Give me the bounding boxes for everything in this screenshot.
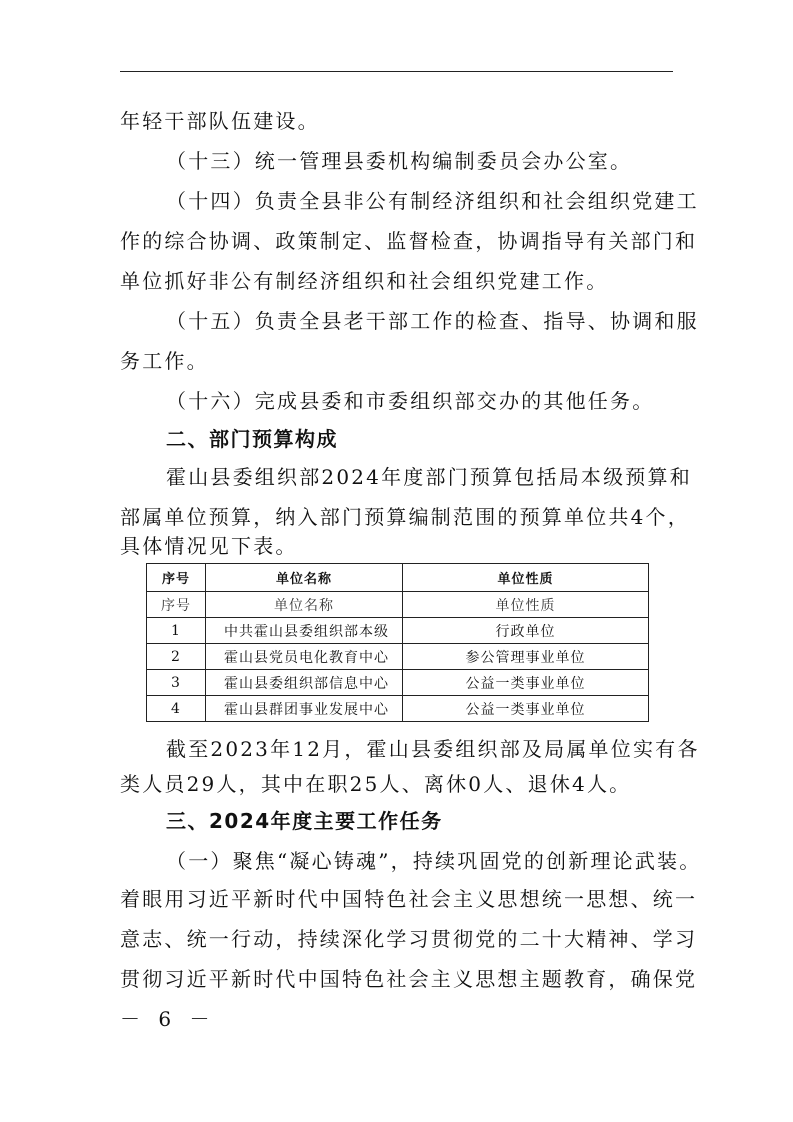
table-cell: 行政单位 bbox=[403, 618, 649, 644]
paragraph-line: 作的综合协调、政策制定、监督检查，协调指导有关部门和 bbox=[120, 229, 698, 253]
table-cell: 中共霍山县委组织部本级 bbox=[206, 618, 403, 644]
paragraph-line: 年轻干部队伍建设。 bbox=[120, 109, 320, 133]
table-cell: 参公管理事业单位 bbox=[403, 644, 649, 670]
section-heading: 二、部门预算构成 bbox=[166, 427, 338, 451]
table-cell: 公益一类事业单位 bbox=[403, 696, 649, 722]
table-cell: 序号 bbox=[147, 592, 206, 618]
paragraph-line: 霍山县委组织部2024年度部门预算包括局本级预算和 bbox=[166, 465, 692, 489]
table-cell: 4 bbox=[147, 696, 206, 722]
table-cell: 霍山县党员电化教育中心 bbox=[206, 644, 403, 670]
table-cell: 公益一类事业单位 bbox=[403, 670, 649, 696]
header-rule bbox=[120, 71, 673, 72]
paragraph-line: 单位抓好非公有制经济组织和社会组织党建工作。 bbox=[120, 269, 609, 293]
table-header-cell: 序号 bbox=[147, 564, 206, 592]
table-cell: 单位性质 bbox=[403, 592, 649, 618]
table-header-cell: 单位性质 bbox=[403, 564, 649, 592]
paragraph-line: 贯彻习近平新时代中国特色社会主义思想主题教育，确保党 bbox=[120, 967, 698, 991]
paragraph-line: （十三）统一管理县委机构编制委员会办公室。 bbox=[166, 149, 633, 173]
paragraph-line: （十五）负责全县老干部工作的检查、指导、协调和服 bbox=[166, 309, 699, 333]
paragraph-line: 着眼用习近平新时代中国特色社会主义思想统一思想、统一 bbox=[120, 887, 698, 911]
paragraph-line: 截至2023年12月，霍山县委组织部及局属单位实有各 bbox=[166, 737, 700, 761]
paragraph-line: 务工作。 bbox=[120, 349, 209, 373]
table-header-row bbox=[147, 564, 649, 592]
paragraph-line: 意志、统一行动，持续深化学习贯彻党的二十大精神、学习 bbox=[120, 927, 698, 951]
paragraph-line: 部属单位预算，纳入部门预算编制范围的预算单位共4个， bbox=[120, 505, 690, 529]
table-cell: 霍山县委组织部信息中心 bbox=[206, 670, 403, 696]
paragraph-line: （十四）负责全县非公有制经济组织和社会组织党建工 bbox=[166, 189, 699, 213]
table-cell: 3 bbox=[147, 670, 206, 696]
paragraph-line: （一）聚焦“凝心铸魂”，持续巩固党的创新理论武装。 bbox=[166, 849, 702, 873]
table-cell: 1 bbox=[147, 618, 206, 644]
table-row bbox=[147, 670, 649, 696]
table-row bbox=[147, 696, 649, 722]
table-cell: 2 bbox=[147, 644, 206, 670]
paragraph-line: （十六）完成县委和市委组织部交办的其他任务。 bbox=[166, 389, 655, 413]
table-cell: 单位名称 bbox=[206, 592, 403, 618]
paragraph-line: 具体情况见下表。 bbox=[120, 534, 298, 558]
table-header-cell: 单位名称 bbox=[206, 564, 403, 592]
table-row bbox=[147, 618, 649, 644]
table-cell: 霍山县群团事业发展中心 bbox=[206, 696, 403, 722]
table-subheader-row bbox=[147, 592, 649, 618]
paragraph-line: 类人员29人，其中在职25人、离休0人、退休4人。 bbox=[120, 772, 632, 796]
budget-units-table bbox=[146, 563, 649, 722]
page-number: － 6 － bbox=[120, 1007, 216, 1031]
section-heading: 三、2024年度主要工作任务 bbox=[166, 809, 443, 833]
table-row bbox=[147, 644, 649, 670]
